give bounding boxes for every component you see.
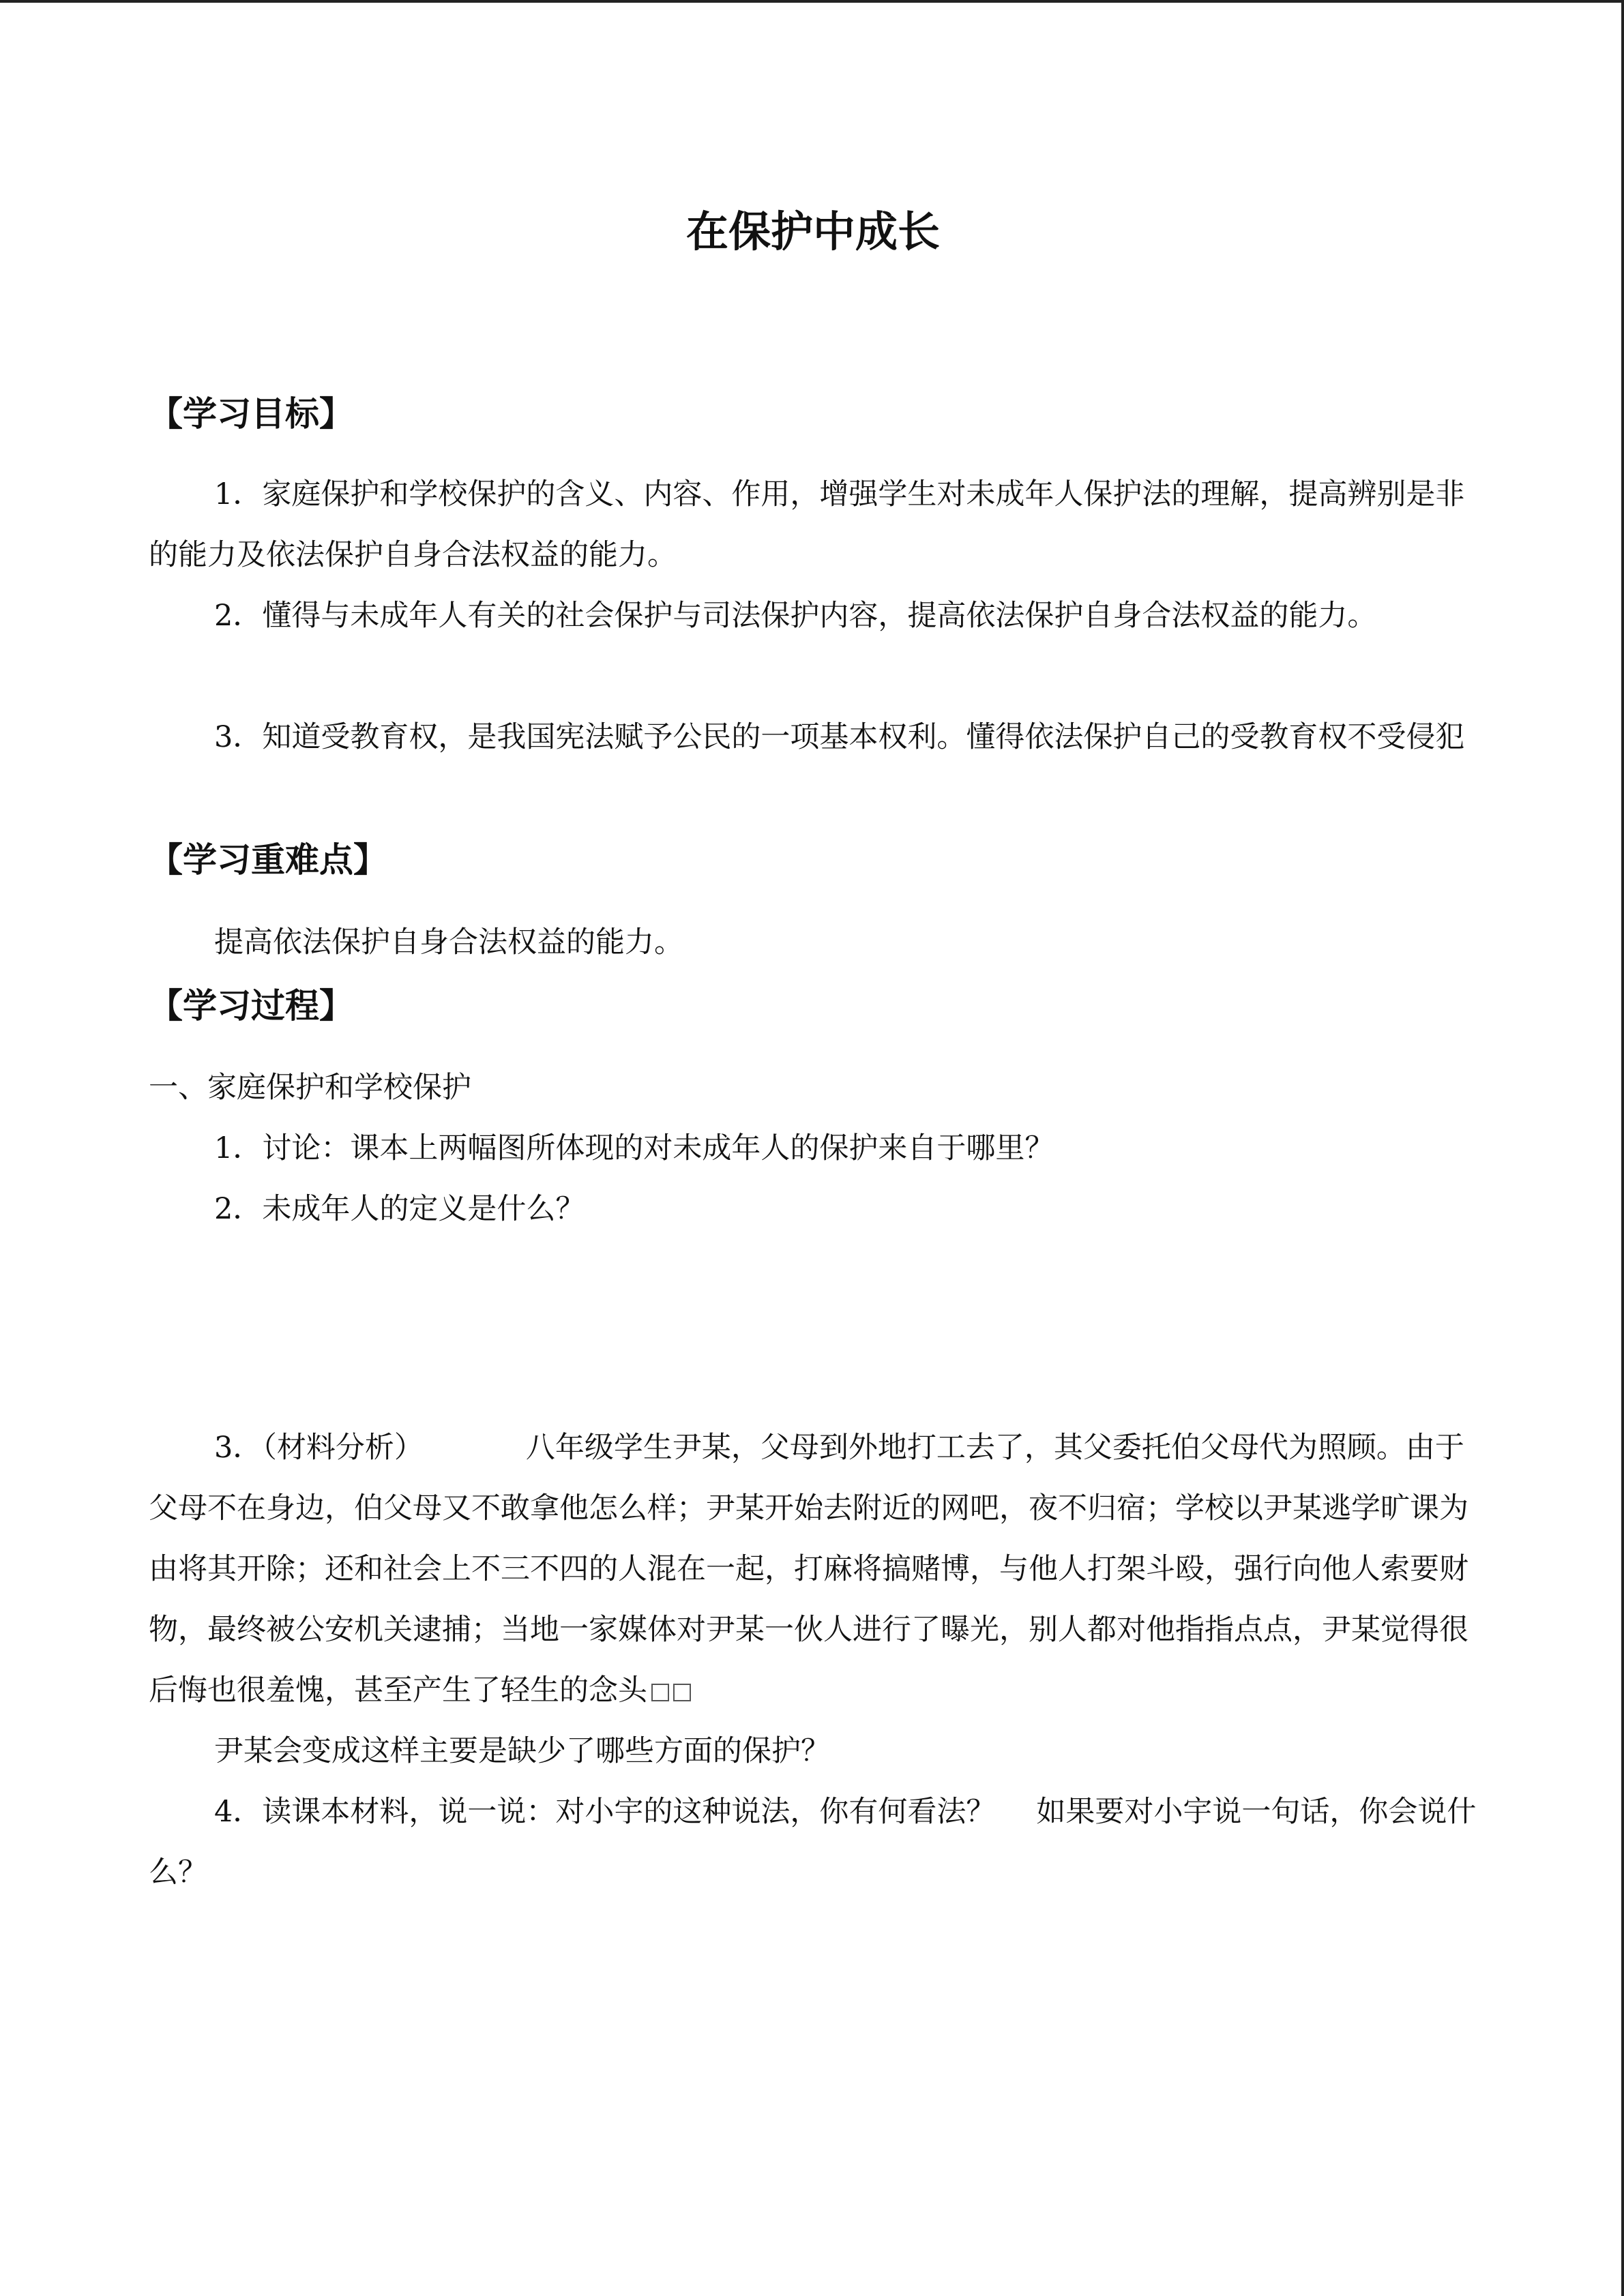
goal-item-1: 1．家庭保护和学校保护的含义、内容、作用，增强学生对未成年人保护法的理解，提高辨别是非的能力及依法保护自身合法权益的能力。 — [149, 477, 1465, 572]
question-3-material — [149, 1418, 1477, 1721]
heading-learning-goals: 【学习目标】 — [149, 394, 353, 434]
question-4 — [149, 1782, 1477, 1903]
goal-item-2: 2．懂得与未成年人有关的社会保护与司法保护内容，提高依法保护自身合法权益的能力。 — [214, 599, 1377, 633]
question-3-label: 3．（材料分析） — [214, 1431, 424, 1465]
question-3-prompt: 尹某会变成这样主要是缺少了哪些方面的保护？ — [214, 1734, 830, 1768]
subheading-family-school-protection: 一、家庭保护和学校保护 — [149, 1071, 471, 1105]
question-4-part-2: 如果要对小宇说一句话，你会说什么？ — [149, 1795, 1477, 1890]
question-3-text: 八年级学生尹某，父母到外地打工去了，其父委托伯父母代为照顾。由于父母不在身边，伯父母又不敢拿他怎么样；尹某开始去附近的网吧，夜不归宿；学校以尹某逃学旷课为由将其开除；还和社会上不三不四的人混在一起，打麻将搞赌博，与他人打架斗殴，强行向他人索要财物，最终被公安机关逮捕；当地一家媒体对尹某一伙人进行了曝光，别人都对他指指点点，尹某觉得很后悔也很羞愧，甚至产生了轻生的念头 — [149, 1431, 1468, 1708]
page-top-border — [0, 0, 1624, 3]
document-title: 在保护中成长 — [685, 207, 940, 256]
question-2: 2．未成年人的定义是什么？ — [214, 1192, 585, 1226]
missing-glyph-box — [651, 1684, 669, 1701]
goal-item-3: 3．知道受教育权，是我国宪法赋予公民的一项基本权利。懂得依法保护自己的受教育权不受侵犯 — [214, 720, 1465, 754]
heading-learning-process: 【学习过程】 — [149, 986, 353, 1026]
missing-glyph-box — [673, 1684, 691, 1701]
question-1: 1．讨论：课本上两幅图所体现的对未成年人的保护来自于哪里？ — [214, 1131, 1054, 1165]
question-4-part-1: 4．读课本材料，说一说：对小宇的这种说法，你有何看法？ — [214, 1795, 996, 1829]
page-right-border — [1621, 0, 1624, 2296]
heading-key-points: 【学习重难点】 — [149, 840, 387, 880]
key-points-text: 提高依法保护自身合法权益的能力。 — [214, 925, 683, 959]
